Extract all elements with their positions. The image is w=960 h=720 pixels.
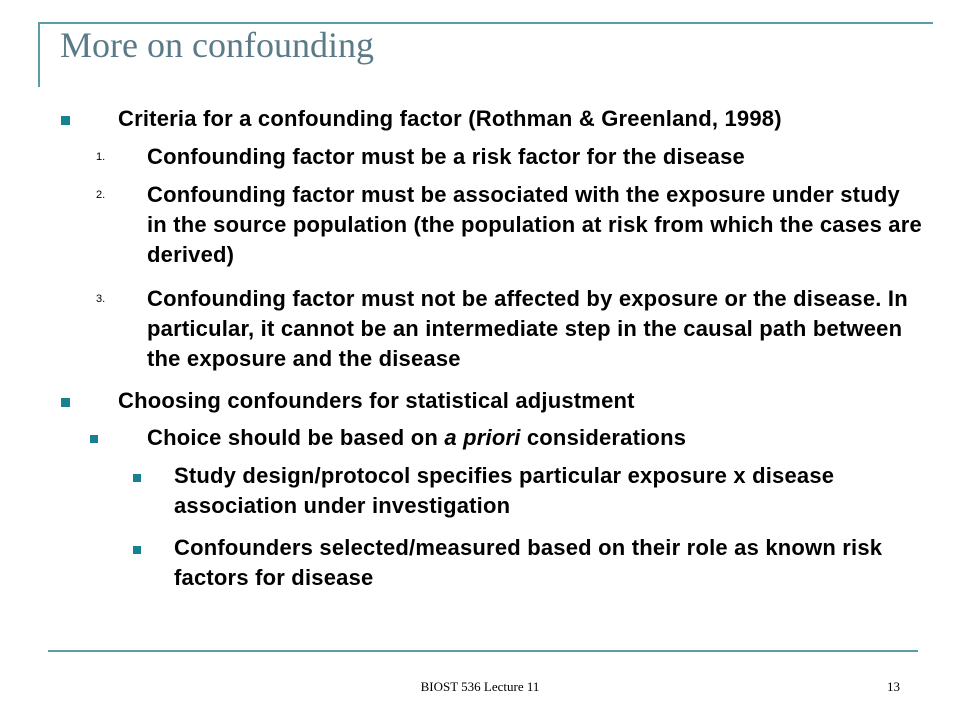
footer-course-label: BIOST 536 Lecture 11 xyxy=(420,679,540,694)
emphasis-a-priori: a priori xyxy=(444,425,521,450)
square-bullet-icon xyxy=(90,435,98,443)
square-bullet-icon xyxy=(133,474,141,482)
slide-title: More on confounding xyxy=(60,25,374,65)
list-number-3: 3. xyxy=(96,293,106,305)
sub-bullet-a-priori: Choice should be based on a priori considerations xyxy=(147,425,687,450)
square-bullet-icon xyxy=(133,546,141,554)
tertiary-bullet-study-design: Study design/protocol specifies particular exposure x disease association under investigation xyxy=(174,463,835,518)
square-bullet-icon xyxy=(61,116,70,125)
bullet-choosing-confounders: Choosing confounders for statistical adjustment xyxy=(118,388,635,413)
square-bullet-icon xyxy=(61,398,70,407)
slide-frame-left-rule xyxy=(38,22,40,87)
numbered-item-3: Confounding factor must not be affected by exposure or the disease. In particular, it cannot be an intermediate step in the causal path between the exposure and the disease xyxy=(147,286,908,371)
footer-page-number: 13 xyxy=(887,679,900,694)
list-number-2: 2. xyxy=(96,189,106,201)
tertiary-bullet-confounders-selected: Confounders selected/measured based on their role as known risk factors for disease xyxy=(174,535,883,590)
numbered-item-1: Confounding factor must be a risk factor for the disease xyxy=(147,144,745,169)
bullet-criteria: Criteria for a confounding factor (Rothman & Greenland, 1998) xyxy=(118,106,782,131)
numbered-item-2: Confounding factor must be associated with the exposure under study in the source population (the population at risk from which the cases are derived) xyxy=(147,182,922,267)
slide-footer-rule xyxy=(48,650,918,652)
list-number-1: 1. xyxy=(96,151,106,163)
